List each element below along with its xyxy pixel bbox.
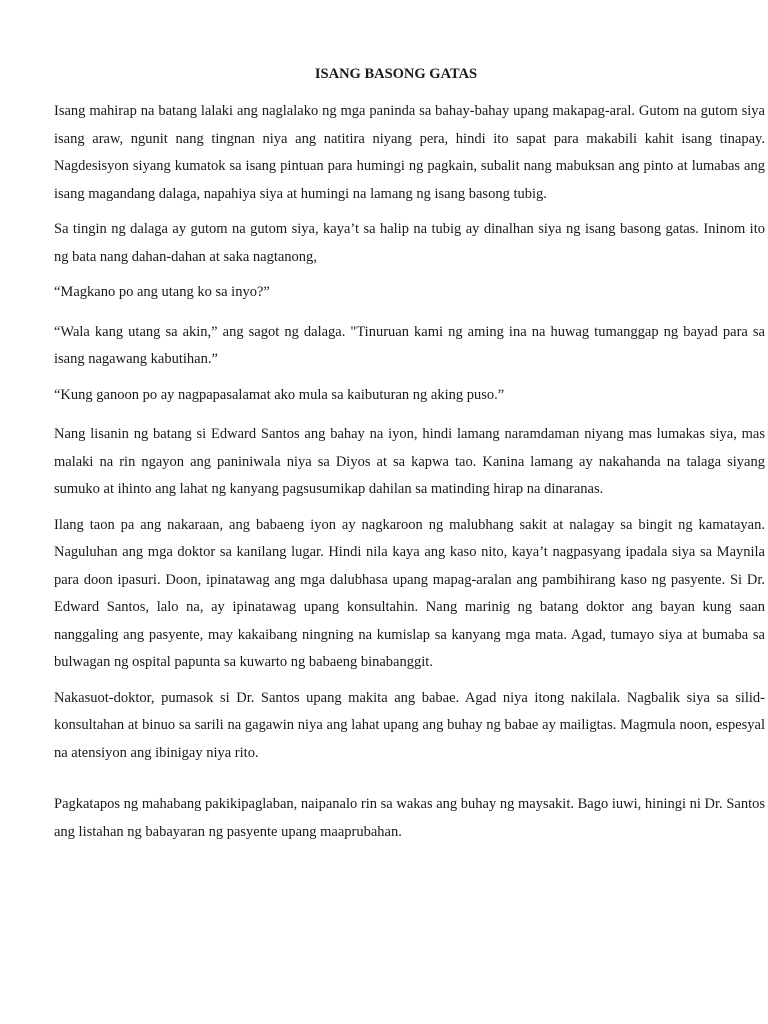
paragraph-8: Nakasuot-doktor, pumasok si Dr. Santos upang makita ang babae. Agad niya itong nakilala. Nagbalik siya sa silid-konsultahan at binuo sa sarili na gagawin niya ang lahat upang ang buhay ng babae ay mailigtas. Magmula noon, espesyal na atensiyon ang ibinigay niya rito. bbox=[54, 689, 765, 761]
paragraph-7: Ilang taon pa ang nakaraan, ang babaeng iyon ay nagkaroon ng malubhang sakit at nalagay sa bingit ng kamatayan. Naguluhan ang mga doktor sa kanilang lugar. Hindi nila kaya ang kaso nito, kaya’t nagpasyang ipadala siya sa Maynila para doon ipasuri. Doon, ipinatawag ang mga dalubhasa upang mapag-aralan ang pambihirang kaso ng pasyente. Si Dr. Edward Santos, lalo na, ay ipinatawag upang konsultahin. Nang marinig ng batang doktor ang bayan kung saan nanggaling ang pasyente, may kakaibang ningning na kumislap sa kanyang mga mata. Agad, tumayo siya at bumaba sa bulwagan ng ospital papunta sa kuwarto ng babaeng binabanggit. bbox=[54, 516, 765, 670]
paragraph-4: “Wala kang utang sa akin,” ang sagot ng dalaga. "Tinuruan kami ng aming ina na huwag tumanggap ng bayad para sa isang nagawang kabutihan.” bbox=[54, 323, 765, 367]
paragraph-3: “Magkano po ang utang ko sa inyo?” bbox=[54, 284, 270, 300]
document-body bbox=[54, 98, 765, 854]
paragraph-6: Nang lisanin ng batang si Edward Santos ang bahay na iyon, hindi lamang naramdaman niyang mas lumakas siya, mas malaki na rin ngayon ang paniniwala niya sa Diyos at sa kapwa tao. Kanina lamang ay nakahanda na talaga siyang sumuko at ihinto ang lahat ng kanyang pagsusumikap dahilan sa matinding hirap na dinaranas. bbox=[54, 426, 765, 497]
document-title: ISANG BASONG GATAS bbox=[314, 66, 478, 82]
paragraph-2: Sa tingin ng dalaga ay gutom na gutom siya, kaya’t sa halip na tubig ay dinalhan siya ng isang basong gatas. Ininom ito ng bata nang dahan-dahan at saka nagtanong, bbox=[54, 221, 765, 265]
paragraph-9: Pagkatapos ng mahabang pakikipaglaban, naipanalo rin sa wakas ang buhay ng maysakit. Bago iuwi, hiningi ni Dr. Santos ang listahan ng babayaran ng pasyente upang maaprubahan. bbox=[54, 796, 765, 840]
paragraph-5: “Kung ganoon po ay nagpapasalamat ako mula sa kaibuturan ng aking puso.” bbox=[54, 386, 505, 403]
paragraph-1: Isang mahirap na batang lalaki ang naglalako ng mga paninda sa bahay-bahay upang makapag-aral. Gutom na gutom siya isang araw, ngunit nang tingnan niya ang natitira niyang pera, hindi ito sapat para makabili kahit isang tinapay. Nagdesisyon siyang kumatok sa isang pintuan para humingi ng pagkain, subalit nang mabuksan ang pinto at lumabas ang isang magandang dalaga, napahiya siya at humingi na lamang ng isang basong tubig. bbox=[54, 103, 765, 202]
